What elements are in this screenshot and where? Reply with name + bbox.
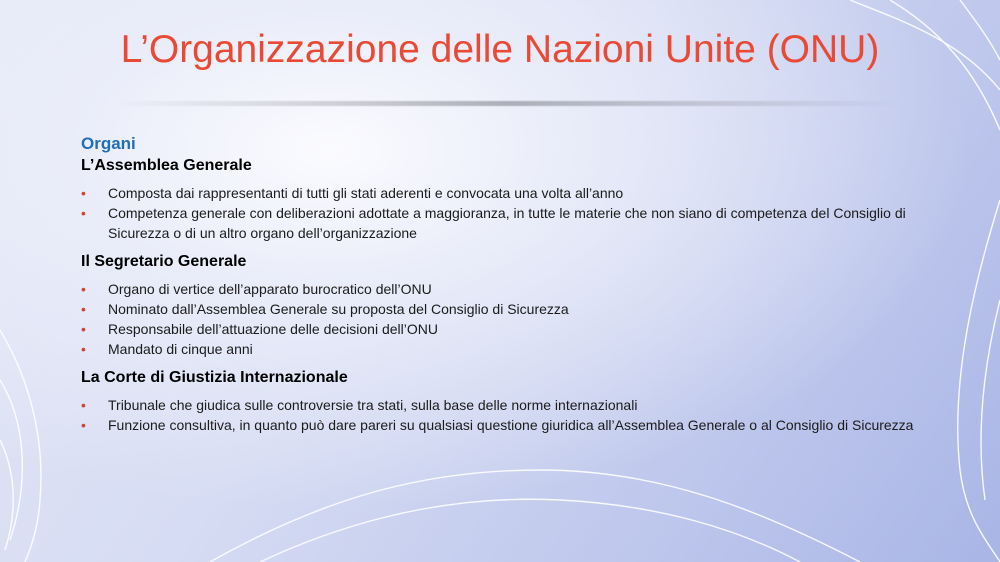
title-divider — [118, 101, 900, 106]
list-item-text: Organo di vertice dell’apparato burocratico dell’ONU — [108, 281, 432, 297]
list-item — [81, 395, 921, 415]
subtitle-organi: Organi — [81, 134, 136, 153]
bullet-icon: • — [81, 281, 86, 297]
section-segretario-generale — [81, 251, 921, 359]
bullet-icon: • — [81, 205, 86, 221]
list-item — [81, 183, 921, 203]
slide-content — [81, 133, 921, 443]
section-heading: Il Segretario Generale — [81, 253, 247, 270]
list-item-text: Nominato dall’Assemblea Generale su proposta del Consiglio di Sicurezza — [108, 301, 569, 317]
list-item-text: Composta dai rappresentanti di tutti gli stati aderenti e convocata una volta all’anno — [108, 185, 624, 201]
bullet-icon: • — [81, 417, 86, 433]
list-item — [81, 203, 921, 243]
list-item — [81, 299, 921, 319]
section-corte-giustizia — [81, 367, 921, 435]
bullet-icon: • — [81, 321, 86, 337]
list-item-text: Funzione consultiva, in quanto può dare pareri su qualsiasi questione giuridica all’Assemblea Generale o al Consiglio di Sicurezza — [108, 417, 914, 433]
list-item — [81, 279, 921, 299]
section-heading: L’Assemblea Generale — [81, 157, 252, 174]
list-item — [81, 415, 921, 435]
section-assemblea-generale — [81, 155, 921, 243]
bullet-icon: • — [81, 341, 86, 357]
list-item-text: Competenza generale con deliberazioni adottate a maggioranza, in tutte le materie che non siano di competenza del Consiglio di Sicurezza o di un altro organo dell’organizzazione — [108, 205, 906, 241]
slide-title: L’Organizzazione delle Nazioni Unite (ONU) — [120, 28, 880, 71]
section-heading: La Corte di Giustizia Internazionale — [81, 369, 348, 386]
list-item-text: Mandato di cinque anni — [108, 341, 253, 357]
list-item-text: Responsabile dell’attuazione delle decisioni dell’ONU — [108, 321, 438, 337]
bullet-icon: • — [81, 301, 86, 317]
bullet-list — [81, 395, 921, 435]
bullet-list — [81, 183, 921, 243]
list-item-text: Tribunale che giudica sulle controversie tra stati, sulla base delle norme internazionali — [108, 397, 638, 413]
list-item — [81, 339, 921, 359]
bullet-icon: • — [81, 397, 86, 413]
list-item — [81, 319, 921, 339]
bullet-icon: • — [81, 185, 86, 201]
bullet-list — [81, 279, 921, 359]
